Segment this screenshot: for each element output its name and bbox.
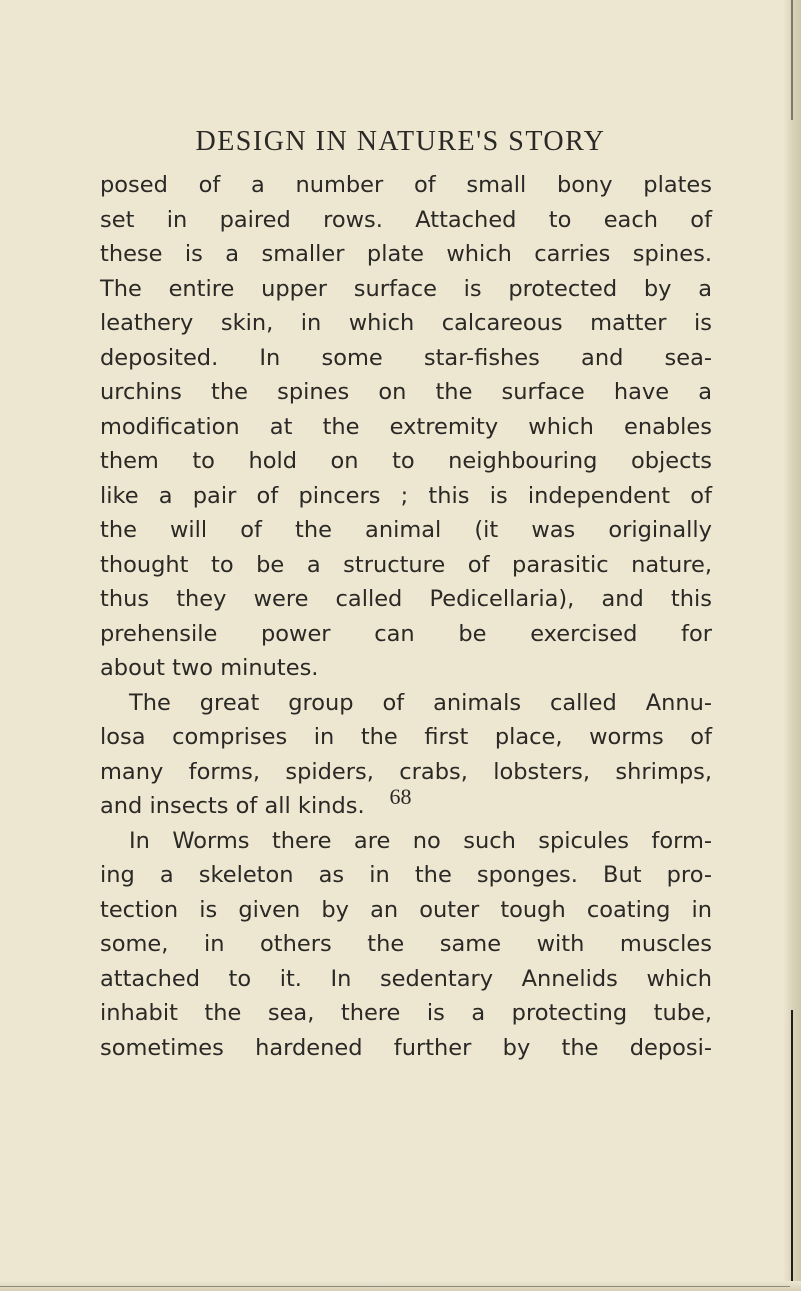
- text-line: set in paired rows. Attached to each of: [100, 206, 712, 233]
- text-line: them to hold on to neighbouring objects: [100, 448, 712, 474]
- page-bottom-edge: [0, 1281, 801, 1291]
- text-line: the will of the animal (it was originally: [100, 517, 712, 543]
- page-number: 68: [389, 784, 412, 809]
- text-line: tection is given by an outer tough coating in: [100, 896, 712, 923]
- text-line: deposited. In some star-fishes and sea-: [100, 344, 712, 371]
- page-edge-shadow: [783, 0, 801, 1291]
- text-line: these is a smaller plate which carries spines.: [100, 241, 712, 267]
- text-line: like a pair of pincers ; this is independent of: [100, 482, 712, 509]
- text-line: and insects of all kinds.: [100, 793, 365, 819]
- text-line: many forms, spiders, crabs, lobsters, shrimps,: [100, 758, 712, 785]
- text-line: prehensile power can be exercised for: [100, 620, 712, 647]
- paragraph-3: [100, 824, 712, 1066]
- text-line: posed of a number of small bony plates: [100, 172, 712, 198]
- text-line: losa comprises in the first place, worms of: [100, 724, 712, 750]
- page-edge-line-lower: [791, 1010, 793, 1291]
- page-bottom-line: [0, 1286, 790, 1287]
- text-line: leathery skin, in which calcareous matter is: [100, 310, 712, 336]
- text-line: sometimes hardened further by the deposi-: [100, 1034, 712, 1061]
- text-line: In Worms there are no such spicules form-: [129, 827, 712, 854]
- text-line: ing a skeleton as in the sponges. But pro-: [100, 862, 712, 888]
- text-line: urchins the spines on the surface have a: [100, 379, 712, 405]
- text-line: modification at the extremity which enables: [100, 413, 712, 440]
- text-line: inhabit the sea, there is a protecting tube,: [100, 1000, 712, 1026]
- text-line: attached to it. In sedentary Annelids which: [100, 965, 712, 992]
- text-line: The great group of animals called Annu-: [129, 689, 712, 716]
- page-edge-line-upper: [791, 0, 793, 120]
- text-line: thus they were called Pedicellaria), and this: [100, 586, 712, 612]
- text-line: The entire upper surface is protected by a: [100, 275, 712, 302]
- text-line: thought to be a structure of parasitic nature,: [100, 551, 712, 578]
- paragraph-1: [100, 168, 712, 686]
- running-head: DESIGN IN NATURE'S STORY: [195, 126, 606, 157]
- text-line: some, in others the same with muscles: [100, 931, 712, 957]
- body-text: [100, 168, 712, 1065]
- text-line: about two minutes.: [100, 655, 319, 681]
